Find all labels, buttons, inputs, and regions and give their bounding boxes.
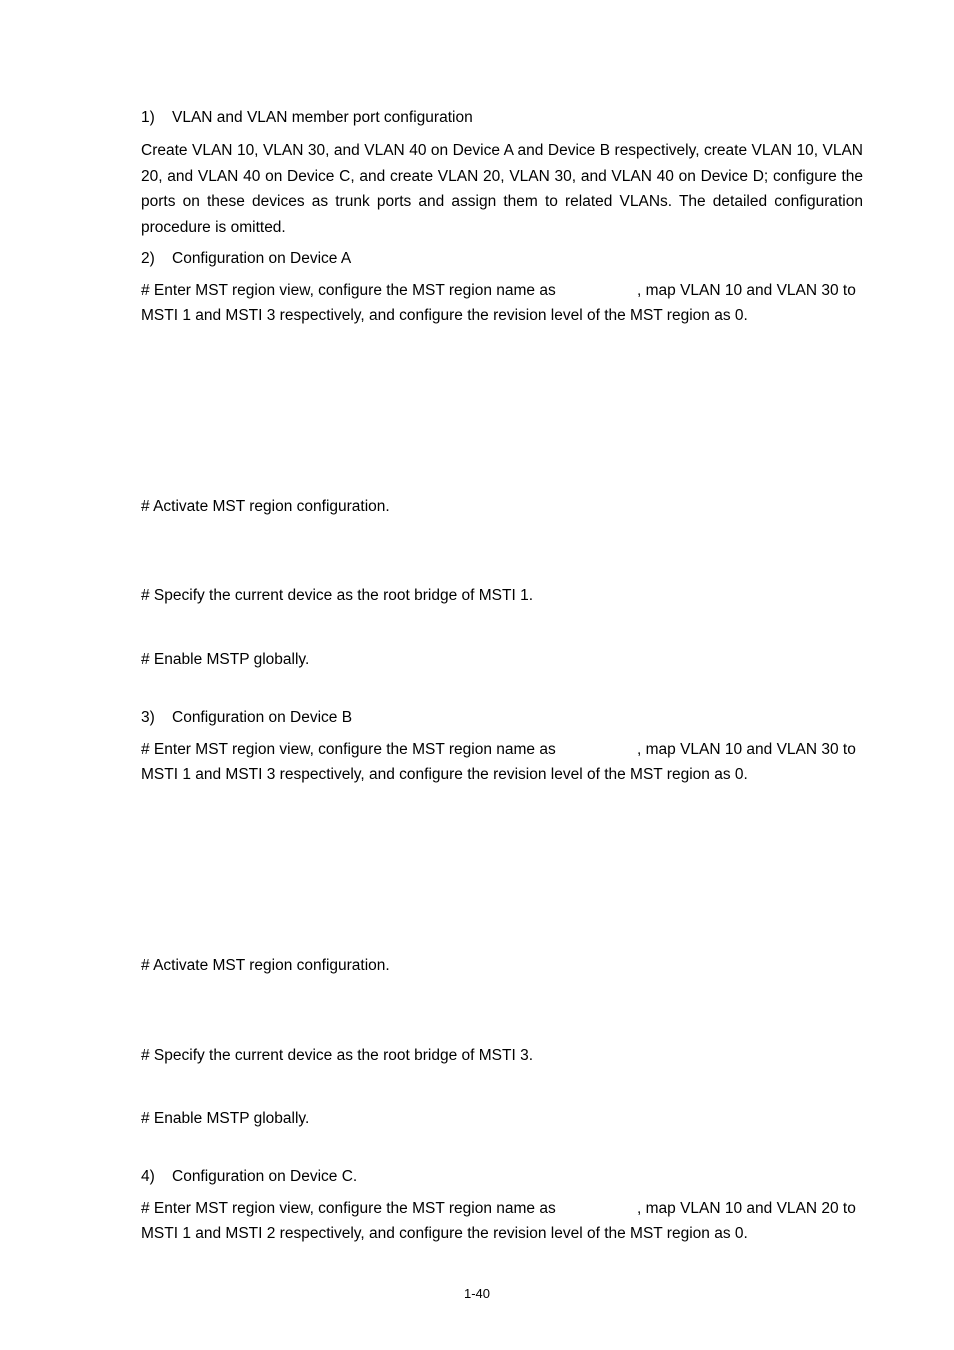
step-number: 3) bbox=[141, 709, 155, 726]
step-number: 1) bbox=[141, 109, 155, 126]
step-1-heading bbox=[141, 109, 473, 127]
step-title: Configuration on Device B bbox=[172, 709, 353, 726]
step-1-paragraph: Create VLAN 10, VLAN 30, and VLAN 40 on Device A and Device B respectively, create VLAN 10, VLAN 20, and VLAN 40 on Device C, and create VLAN 20, VLAN 30, and VLAN 40 on Device D; configure the ports on these devices as trunk ports and assign them to related VLANs. The detailed configuration procedure is omitted. bbox=[141, 142, 863, 236]
step-3-enable-mstp-text: # Enable MSTP globally. bbox=[141, 1110, 310, 1127]
step-2-heading bbox=[141, 250, 351, 268]
step-2-enter-region-line2: MSTI 1 and MSTI 3 respectively, and configure the revision level of the MST region as 0. bbox=[141, 307, 748, 324]
step-3-activate-text: # Activate MST region configuration. bbox=[141, 957, 390, 974]
step-4-heading bbox=[141, 1168, 357, 1186]
step-3-enter-region-line2: MSTI 1 and MSTI 3 respectively, and configure the revision level of the MST region as 0. bbox=[141, 766, 748, 783]
step-4-enter-region-line2: MSTI 1 and MSTI 2 respectively, and configure the revision level of the MST region as 0. bbox=[141, 1225, 748, 1242]
step-number: 2) bbox=[141, 250, 155, 267]
page-number: 1-40 bbox=[463, 1286, 491, 1301]
step-title: Configuration on Device C. bbox=[172, 1168, 358, 1185]
step-number: 4) bbox=[141, 1168, 155, 1185]
step-3-root-bridge-text: # Specify the current device as the root bridge of MSTI 3. bbox=[141, 1047, 534, 1064]
step-3-heading bbox=[141, 709, 352, 727]
step-title: VLAN and VLAN member port configuration bbox=[172, 109, 473, 126]
step-title: Configuration on Device A bbox=[172, 250, 352, 267]
step-2-enable-mstp-text: # Enable MSTP globally. bbox=[141, 651, 310, 668]
step-2-activate-text: # Activate MST region configuration. bbox=[141, 498, 390, 515]
step-2-root-bridge-text: # Specify the current device as the root bridge of MSTI 1. bbox=[141, 587, 534, 604]
